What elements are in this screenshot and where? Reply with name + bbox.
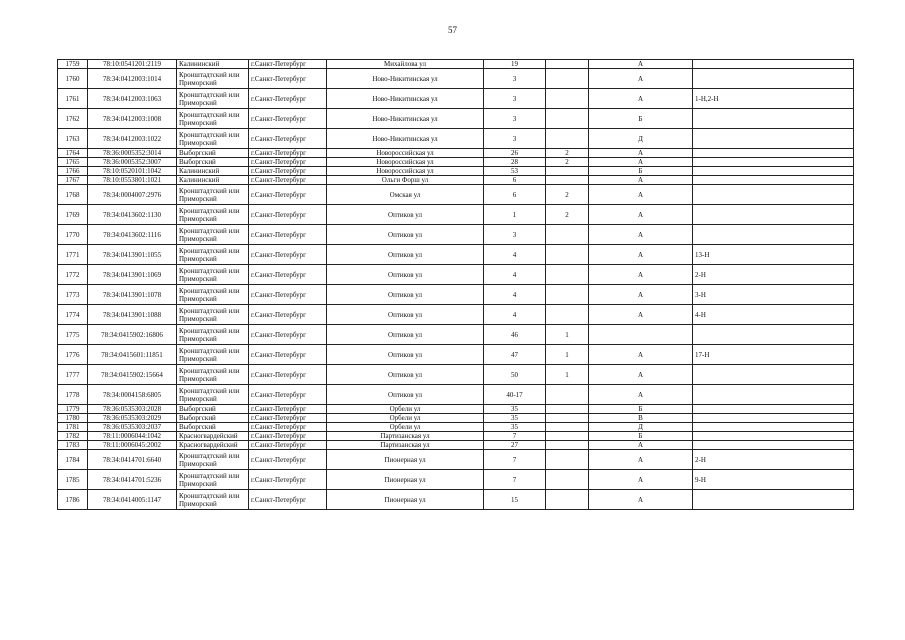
street-cell: Оптиков ул <box>327 325 484 345</box>
house-number-cell: 7 <box>484 450 546 470</box>
house-number-cell: 3 <box>484 109 546 129</box>
premises-cell <box>693 149 854 158</box>
row-number-cell: 1771 <box>58 245 88 265</box>
premises-cell <box>693 205 854 225</box>
premises-cell <box>693 423 854 432</box>
table-row <box>58 450 854 470</box>
cadastral-number-cell: 78:36:0535303:2037 <box>88 423 177 432</box>
city-cell: г.Санкт-Петербург <box>249 185 327 205</box>
city-cell: г.Санкт-Петербург <box>249 305 327 325</box>
building-cell <box>546 405 589 414</box>
premises-cell <box>693 441 854 450</box>
district-cell: Выборгский <box>177 158 249 167</box>
city-cell: г.Санкт-Петербург <box>249 245 327 265</box>
cadastral-number-cell: 78:34:0004158:6805 <box>88 385 177 405</box>
row-number-cell: 1772 <box>58 265 88 285</box>
house-number-cell: 3 <box>484 69 546 89</box>
premises-cell: 3-Н <box>693 285 854 305</box>
litera-cell: Д <box>589 423 693 432</box>
table-row <box>58 432 854 441</box>
city-cell: г.Санкт-Петербург <box>249 129 327 149</box>
table-row <box>58 414 854 423</box>
row-number-cell: 1776 <box>58 345 88 365</box>
row-number-cell: 1785 <box>58 470 88 490</box>
building-cell <box>546 470 589 490</box>
building-cell <box>546 414 589 423</box>
row-number-cell: 1762 <box>58 109 88 129</box>
property-registry-table <box>57 59 854 510</box>
house-number-cell: 7 <box>484 470 546 490</box>
street-cell: Орбели ул <box>327 405 484 414</box>
premises-cell <box>693 225 854 245</box>
litera-cell: А <box>589 305 693 325</box>
street-cell: Ново-Никитинская ул <box>327 89 484 109</box>
cadastral-number-cell: 78:10:0553801:1021 <box>88 176 177 185</box>
row-number-cell: 1764 <box>58 149 88 158</box>
cadastral-number-cell: 78:34:0413901:1069 <box>88 265 177 285</box>
district-cell: Кронштадтский или Приморский <box>177 385 249 405</box>
building-cell: 1 <box>546 345 589 365</box>
table-row <box>58 265 854 285</box>
table-row <box>58 405 854 414</box>
building-cell: 2 <box>546 185 589 205</box>
house-number-cell: 4 <box>484 285 546 305</box>
table-row <box>58 69 854 89</box>
premises-cell <box>693 432 854 441</box>
street-cell: Ново-Никитинская ул <box>327 109 484 129</box>
district-cell: Красногвардейский <box>177 432 249 441</box>
premises-cell <box>693 365 854 385</box>
house-number-cell: 4 <box>484 245 546 265</box>
building-cell <box>546 385 589 405</box>
row-number-cell: 1769 <box>58 205 88 225</box>
city-cell: г.Санкт-Петербург <box>249 60 327 69</box>
premises-cell <box>693 185 854 205</box>
litera-cell: А <box>589 60 693 69</box>
city-cell: г.Санкт-Петербург <box>249 109 327 129</box>
house-number-cell: 6 <box>484 176 546 185</box>
litera-cell <box>589 325 693 345</box>
street-cell: Оптиков ул <box>327 305 484 325</box>
district-cell: Кронштадтский или Приморский <box>177 89 249 109</box>
building-cell <box>546 305 589 325</box>
house-number-cell: 35 <box>484 405 546 414</box>
litera-cell: А <box>589 158 693 167</box>
table-row <box>58 205 854 225</box>
premises-cell <box>693 405 854 414</box>
litera-cell: Б <box>589 167 693 176</box>
litera-cell: Б <box>589 405 693 414</box>
city-cell: г.Санкт-Петербург <box>249 167 327 176</box>
premises-cell <box>693 414 854 423</box>
street-cell: Ново-Никитинская ул <box>327 129 484 149</box>
district-cell: Красногвардейский <box>177 441 249 450</box>
city-cell: г.Санкт-Петербург <box>249 285 327 305</box>
premises-cell <box>693 176 854 185</box>
row-number-cell: 1786 <box>58 490 88 510</box>
premises-cell <box>693 385 854 405</box>
city-cell: г.Санкт-Петербург <box>249 432 327 441</box>
row-number-cell: 1778 <box>58 385 88 405</box>
building-cell <box>546 109 589 129</box>
cadastral-number-cell: 78:34:0412003:1063 <box>88 89 177 109</box>
street-cell: Орбели ул <box>327 414 484 423</box>
cadastral-number-cell: 78:34:0415902:15664 <box>88 365 177 385</box>
house-number-cell: 35 <box>484 423 546 432</box>
table-row <box>58 470 854 490</box>
building-cell <box>546 89 589 109</box>
table-row <box>58 285 854 305</box>
building-cell <box>546 167 589 176</box>
building-cell <box>546 245 589 265</box>
row-number-cell: 1770 <box>58 225 88 245</box>
row-number-cell: 1774 <box>58 305 88 325</box>
table-row <box>58 185 854 205</box>
row-number-cell: 1767 <box>58 176 88 185</box>
district-cell: Кронштадтский или Приморский <box>177 345 249 365</box>
table-row <box>58 345 854 365</box>
house-number-cell: 19 <box>484 60 546 69</box>
cadastral-number-cell: 78:34:0414005:1147 <box>88 490 177 510</box>
city-cell: г.Санкт-Петербург <box>249 345 327 365</box>
city-cell: г.Санкт-Петербург <box>249 205 327 225</box>
building-cell: 2 <box>546 158 589 167</box>
district-cell: Кронштадтский или Приморский <box>177 225 249 245</box>
city-cell: г.Санкт-Петербург <box>249 225 327 245</box>
district-cell: Кронштадтский или Приморский <box>177 109 249 129</box>
house-number-cell: 40-17 <box>484 385 546 405</box>
house-number-cell: 3 <box>484 129 546 149</box>
house-number-cell: 7 <box>484 432 546 441</box>
row-number-cell: 1768 <box>58 185 88 205</box>
table-row <box>58 305 854 325</box>
premises-cell: 13-Н <box>693 245 854 265</box>
street-cell: Пионерная ул <box>327 490 484 510</box>
city-cell: г.Санкт-Петербург <box>249 69 327 89</box>
cadastral-number-cell: 78:34:0412003:1008 <box>88 109 177 129</box>
city-cell: г.Санкт-Петербург <box>249 414 327 423</box>
row-number-cell: 1761 <box>58 89 88 109</box>
litera-cell: А <box>589 176 693 185</box>
litera-cell: А <box>589 345 693 365</box>
table-row <box>58 441 854 450</box>
litera-cell: Б <box>589 432 693 441</box>
district-cell: Кронштадтский или Приморский <box>177 470 249 490</box>
district-cell: Калининский <box>177 60 249 69</box>
litera-cell: А <box>589 470 693 490</box>
street-cell: Оптиков ул <box>327 285 484 305</box>
district-cell: Выборгский <box>177 414 249 423</box>
district-cell: Калининский <box>177 176 249 185</box>
table-row <box>58 149 854 158</box>
street-cell: Новороссийская ул <box>327 158 484 167</box>
street-cell: Оптиков ул <box>327 365 484 385</box>
cadastral-number-cell: 78:34:0414701:5236 <box>88 470 177 490</box>
premises-cell: 4-Н <box>693 305 854 325</box>
table-row <box>58 109 854 129</box>
litera-cell: А <box>589 385 693 405</box>
district-cell: Кронштадтский или Приморский <box>177 69 249 89</box>
litera-cell: Б <box>589 109 693 129</box>
building-cell <box>546 176 589 185</box>
premises-cell: 2-Н <box>693 450 854 470</box>
row-number-cell: 1780 <box>58 414 88 423</box>
street-cell: Оптиков ул <box>327 345 484 365</box>
city-cell: г.Санкт-Петербург <box>249 423 327 432</box>
table-row <box>58 176 854 185</box>
cadastral-number-cell: 78:36:0535303:2029 <box>88 414 177 423</box>
cadastral-number-cell: 78:34:0413602:1130 <box>88 205 177 225</box>
building-cell <box>546 69 589 89</box>
building-cell <box>546 285 589 305</box>
building-cell: 2 <box>546 205 589 225</box>
litera-cell: А <box>589 441 693 450</box>
building-cell: 2 <box>546 149 589 158</box>
street-cell: Новороссийская ул <box>327 149 484 158</box>
cadastral-number-cell: 78:11:0006044:1042 <box>88 432 177 441</box>
table-row <box>58 423 854 432</box>
cadastral-number-cell: 78:34:0412003:1022 <box>88 129 177 149</box>
city-cell: г.Санкт-Петербург <box>249 158 327 167</box>
litera-cell: А <box>589 245 693 265</box>
cadastral-number-cell: 78:34:0414701:6640 <box>88 450 177 470</box>
cadastral-number-cell: 78:10:0520101:1042 <box>88 167 177 176</box>
district-cell: Кронштадтский или Приморский <box>177 205 249 225</box>
district-cell: Кронштадтский или Приморский <box>177 285 249 305</box>
street-cell: Новороссийская ул <box>327 167 484 176</box>
litera-cell: А <box>589 69 693 89</box>
street-cell: Ольги Форш ул <box>327 176 484 185</box>
house-number-cell: 27 <box>484 441 546 450</box>
row-number-cell: 1765 <box>58 158 88 167</box>
district-cell: Кронштадтский или Приморский <box>177 245 249 265</box>
table-row <box>58 129 854 149</box>
district-cell: Кронштадтский или Приморский <box>177 185 249 205</box>
table-row <box>58 490 854 510</box>
city-cell: г.Санкт-Петербург <box>249 441 327 450</box>
district-cell: Кронштадтский или Приморский <box>177 490 249 510</box>
district-cell: Кронштадтский или Приморский <box>177 129 249 149</box>
building-cell <box>546 450 589 470</box>
table-row <box>58 245 854 265</box>
premises-cell <box>693 167 854 176</box>
premises-cell: 17-Н <box>693 345 854 365</box>
litera-cell: А <box>589 225 693 245</box>
table-row <box>58 60 854 69</box>
cadastral-number-cell: 78:34:0004007:2976 <box>88 185 177 205</box>
street-cell: Пионерная ул <box>327 470 484 490</box>
row-number-cell: 1783 <box>58 441 88 450</box>
house-number-cell: 46 <box>484 325 546 345</box>
city-cell: г.Санкт-Петербург <box>249 89 327 109</box>
building-cell <box>546 432 589 441</box>
premises-cell <box>693 129 854 149</box>
street-cell: Оптиков ул <box>327 265 484 285</box>
cadastral-number-cell: 78:36:0005352:3007 <box>88 158 177 167</box>
house-number-cell: 47 <box>484 345 546 365</box>
district-cell: Выборгский <box>177 423 249 432</box>
cadastral-number-cell: 78:11:0006045:2002 <box>88 441 177 450</box>
row-number-cell: 1775 <box>58 325 88 345</box>
city-cell: г.Санкт-Петербург <box>249 450 327 470</box>
table-row <box>58 167 854 176</box>
premises-cell <box>693 490 854 510</box>
litera-cell: В <box>589 414 693 423</box>
litera-cell: А <box>589 205 693 225</box>
building-cell <box>546 423 589 432</box>
row-number-cell: 1773 <box>58 285 88 305</box>
street-cell: Партизанская ул <box>327 441 484 450</box>
row-number-cell: 1777 <box>58 365 88 385</box>
litera-cell: А <box>589 490 693 510</box>
house-number-cell: 4 <box>484 265 546 285</box>
premises-cell: 1-Н,2-Н <box>693 89 854 109</box>
house-number-cell: 3 <box>484 225 546 245</box>
street-cell: Партизанская ул <box>327 432 484 441</box>
cadastral-number-cell: 78:34:0412003:1014 <box>88 69 177 89</box>
house-number-cell: 35 <box>484 414 546 423</box>
district-cell: Кронштадтский или Приморский <box>177 265 249 285</box>
row-number-cell: 1766 <box>58 167 88 176</box>
row-number-cell: 1784 <box>58 450 88 470</box>
cadastral-number-cell: 78:34:0413602:1116 <box>88 225 177 245</box>
city-cell: г.Санкт-Петербург <box>249 470 327 490</box>
house-number-cell: 6 <box>484 185 546 205</box>
street-cell: Оптиков ул <box>327 225 484 245</box>
city-cell: г.Санкт-Петербург <box>249 176 327 185</box>
litera-cell: А <box>589 265 693 285</box>
table-row <box>58 89 854 109</box>
city-cell: г.Санкт-Петербург <box>249 490 327 510</box>
premises-cell: 2-Н <box>693 265 854 285</box>
street-cell: Оптиков ул <box>327 385 484 405</box>
building-cell <box>546 129 589 149</box>
cadastral-number-cell: 78:34:0413901:1055 <box>88 245 177 265</box>
cadastral-number-cell: 78:10:0541201:2119 <box>88 60 177 69</box>
litera-cell: А <box>589 450 693 470</box>
city-cell: г.Санкт-Петербург <box>249 405 327 414</box>
street-cell: Омская ул <box>327 185 484 205</box>
district-cell: Кронштадтский или Приморский <box>177 325 249 345</box>
building-cell: 1 <box>546 365 589 385</box>
city-cell: г.Санкт-Петербург <box>249 385 327 405</box>
house-number-cell: 1 <box>484 205 546 225</box>
litera-cell: А <box>589 365 693 385</box>
row-number-cell: 1759 <box>58 60 88 69</box>
house-number-cell: 53 <box>484 167 546 176</box>
district-cell: Кронштадтский или Приморский <box>177 305 249 325</box>
street-cell: Оптиков ул <box>327 205 484 225</box>
street-cell: Ново-Никитинская ул <box>327 69 484 89</box>
premises-cell <box>693 69 854 89</box>
cadastral-number-cell: 78:34:0415601:11851 <box>88 345 177 365</box>
district-cell: Кронштадтский или Приморский <box>177 365 249 385</box>
table-row <box>58 225 854 245</box>
cadastral-number-cell: 78:34:0415902:16806 <box>88 325 177 345</box>
district-cell: Калининский <box>177 167 249 176</box>
table-row <box>58 365 854 385</box>
district-cell: Кронштадтский или Приморский <box>177 450 249 470</box>
house-number-cell: 4 <box>484 305 546 325</box>
building-cell: 1 <box>546 325 589 345</box>
litera-cell: А <box>589 89 693 109</box>
district-cell: Выборгский <box>177 405 249 414</box>
city-cell: г.Санкт-Петербург <box>249 149 327 158</box>
house-number-cell: 28 <box>484 158 546 167</box>
row-number-cell: 1760 <box>58 69 88 89</box>
house-number-cell: 50 <box>484 365 546 385</box>
litera-cell: А <box>589 185 693 205</box>
house-number-cell: 26 <box>484 149 546 158</box>
building-cell <box>546 490 589 510</box>
street-cell: Орбели ул <box>327 423 484 432</box>
row-number-cell: 1763 <box>58 129 88 149</box>
building-cell <box>546 60 589 69</box>
page-number: 57 <box>448 25 457 35</box>
litera-cell: Д <box>589 129 693 149</box>
table-row <box>58 325 854 345</box>
district-cell: Выборгский <box>177 149 249 158</box>
litera-cell: А <box>589 285 693 305</box>
house-number-cell: 15 <box>484 490 546 510</box>
premises-cell <box>693 109 854 129</box>
building-cell <box>546 441 589 450</box>
city-cell: г.Санкт-Петербург <box>249 325 327 345</box>
premises-cell <box>693 60 854 69</box>
table-row <box>58 385 854 405</box>
row-number-cell: 1782 <box>58 432 88 441</box>
table-row <box>58 158 854 167</box>
premises-cell <box>693 158 854 167</box>
cadastral-number-cell: 78:34:0413901:1088 <box>88 305 177 325</box>
cadastral-number-cell: 78:34:0413901:1078 <box>88 285 177 305</box>
city-cell: г.Санкт-Петербург <box>249 265 327 285</box>
street-cell: Пионерная ул <box>327 450 484 470</box>
street-cell: Оптиков ул <box>327 245 484 265</box>
premises-cell <box>693 325 854 345</box>
premises-cell: 9-Н <box>693 470 854 490</box>
building-cell <box>546 225 589 245</box>
building-cell <box>546 265 589 285</box>
table-body <box>58 60 854 510</box>
city-cell: г.Санкт-Петербург <box>249 365 327 385</box>
litera-cell: А <box>589 149 693 158</box>
row-number-cell: 1779 <box>58 405 88 414</box>
cadastral-number-cell: 78:36:0535303:2028 <box>88 405 177 414</box>
row-number-cell: 1781 <box>58 423 88 432</box>
street-cell: Михайлова ул <box>327 60 484 69</box>
house-number-cell: 3 <box>484 89 546 109</box>
cadastral-number-cell: 78:36:0005352:3014 <box>88 149 177 158</box>
